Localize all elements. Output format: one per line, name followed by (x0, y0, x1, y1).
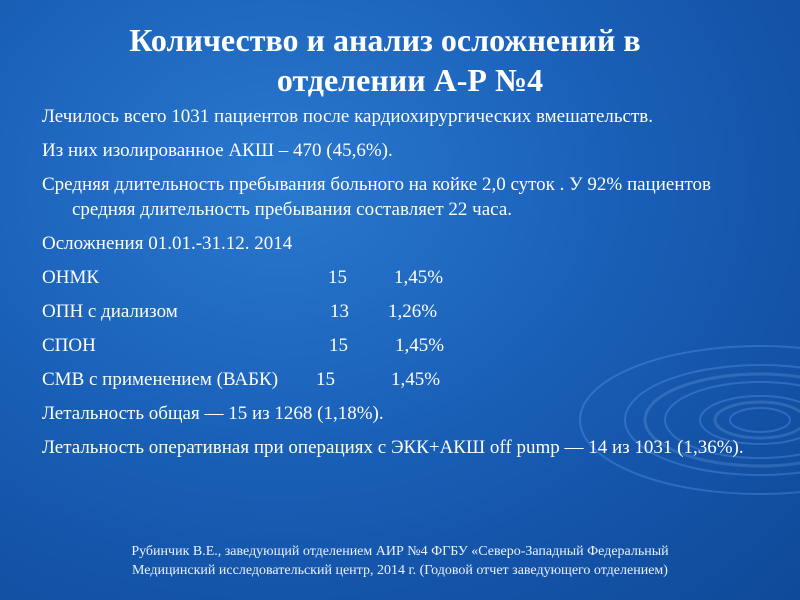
complication-count: 15 (328, 267, 347, 288)
operative-mortality-text: Летальность оперативная при операциях с ЭКК+АКШ off pump — 14 из 1031 (1,36%). (42, 437, 744, 458)
complication-row (42, 367, 772, 392)
complication-percent: 1,45% (395, 335, 445, 356)
footer-line-2: Медицинский исследовательский центр, 2014 г. (Годовой отчет заведующего отделением) (132, 563, 668, 578)
complication-count: 15 (316, 369, 335, 390)
complication-count: 15 (329, 335, 348, 356)
slide-footer (40, 542, 760, 580)
slide-title (20, 20, 780, 100)
overall-mortality-text: Летальность общая — 15 из 1268 (1,18%). (42, 403, 384, 424)
complication-percent: 1,26% (388, 301, 438, 322)
complication-percent: 1,45% (391, 369, 441, 390)
complication-name: СПОН (42, 335, 96, 356)
treated-patients-text: Лечилось всего 1031 пациентов после кардиохирургических вмешательств. (42, 106, 653, 127)
complication-name: ОПН с диализом (42, 301, 178, 322)
slide-body (42, 104, 772, 469)
footer-line-1: Рубинчик В.Е., заведующий отделением АИР №4 ФГБУ «Северо-Западный Федеральный (131, 544, 669, 559)
isolated-cabg-text: Из них изолированное АКШ – 470 (45,6%). (42, 140, 393, 161)
average-stay-text: Средняя длительность пребывания больного на койке 2,0 суток . У 92% пациентов средняя длительность пребывания составляет 22 часа. (42, 174, 712, 220)
slide-title-line-2: отделении А-Р №4 (276, 62, 544, 98)
complication-row (42, 299, 772, 324)
complications-period-heading: Осложнения 01.01.-31.12. 2014 (42, 233, 293, 254)
complication-name: СМВ с применением (ВАБК) (42, 369, 279, 390)
complication-count: 13 (330, 301, 349, 322)
complication-percent: 1,45% (394, 267, 444, 288)
complication-row (42, 265, 772, 290)
complication-name: ОНМК (42, 267, 100, 288)
slide-title-line-1: Количество и анализ осложнений в (129, 22, 641, 58)
complication-row (42, 333, 772, 358)
